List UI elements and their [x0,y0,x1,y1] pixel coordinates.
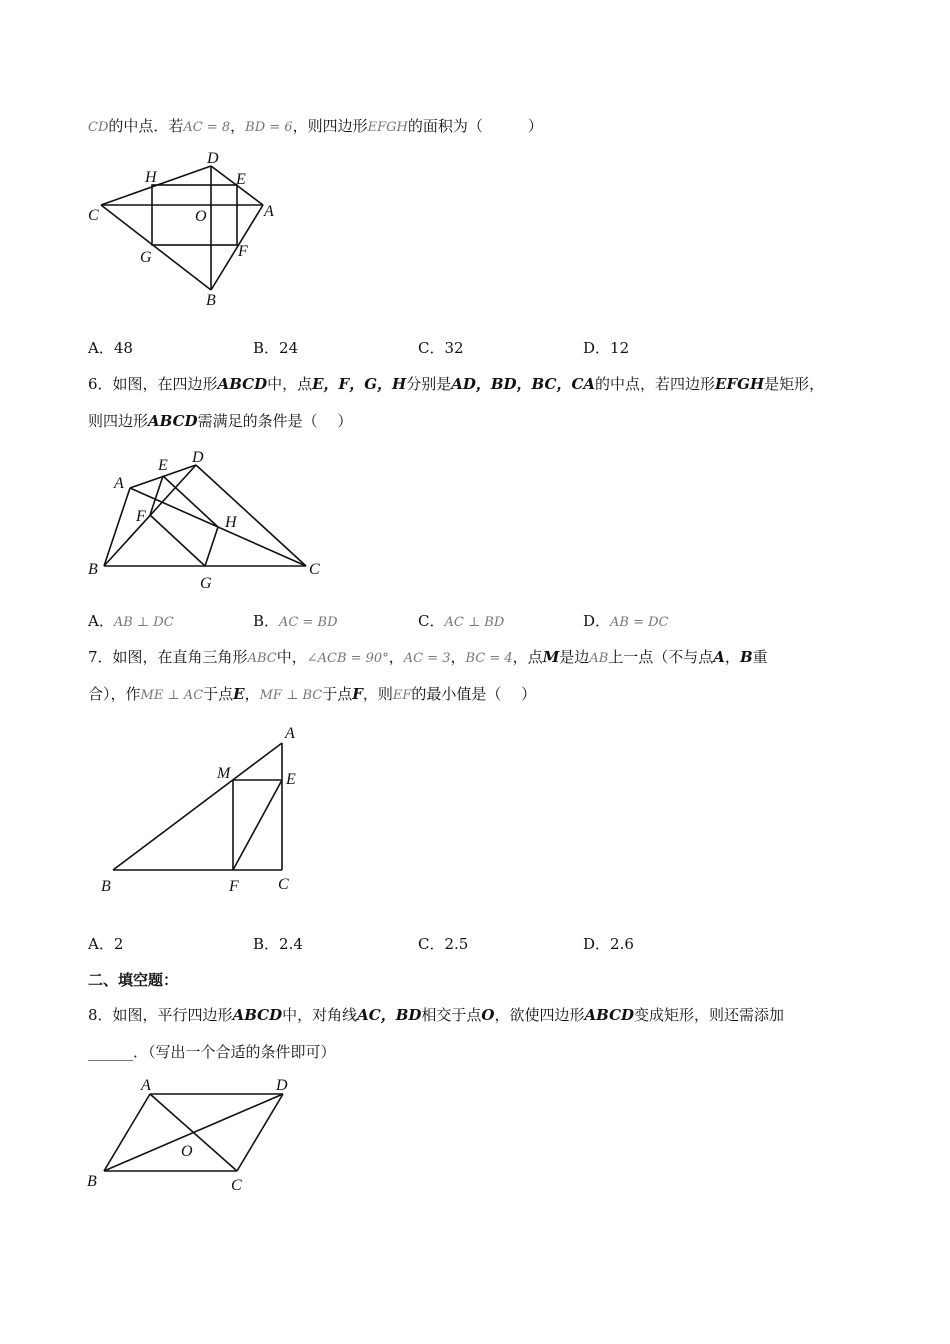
q5-option-c[interactable]: C．32 [418,339,464,357]
q8-label-a: A [141,1077,151,1094]
q6-edge-ba [104,488,130,566]
q6-label-h: H [225,514,237,531]
q5-label-h: H [145,169,157,186]
q6-option-d[interactable]: D．AB = DC [583,612,669,630]
q5-sep: ， [230,117,246,135]
q5-figure [80,145,290,315]
q7-label-a: A [285,725,295,742]
q8-edge-dc [237,1094,283,1171]
q8-label-c: C [231,1177,242,1194]
q7-option-b[interactable]: B．2.4 [253,935,303,953]
q7-figure [90,718,310,898]
q7-label-m: M [217,765,231,782]
q5-post: 的面积为（ ） [407,117,543,135]
q8-diag-bd [104,1094,283,1171]
q5-label-d: D [207,150,219,167]
q5-stem-pre: 的中点．若 [108,117,184,135]
q6-figure [80,445,330,595]
q5-label-o: O [195,208,207,225]
q7-stem-line1: 7．如图，在直角三角形ABC中，∠ACB = 90°，AC = 3，BC = 4，点M是边AB上一点（不与点A，B重 [88,648,768,666]
q7-label-b: B [101,878,111,895]
q6-label-e: E [158,457,168,474]
q5-ac-eq: AC = 8 [183,120,231,135]
q5-cd: CD [88,120,109,135]
q6-seg-he [163,476,218,527]
q6-stem-line2: 则四边形ABCD需满足的条件是（ ） [88,412,353,430]
q7-option-d[interactable]: D．2.6 [583,935,634,953]
q8-stem-line2: ______．（写出一个合适的条件即可） [88,1043,336,1061]
q8-edge-ba [104,1094,150,1171]
q5-label-g: G [140,249,152,266]
q8-stem-line1: 8．如图，平行四边形ABCD中，对角线AC，BD相交于点O，欲使四边形ABCD变成矩形，则还需添加 [88,1006,785,1024]
q7-label-e: E [286,771,296,788]
q5-bd-eq: BD = 6 [245,120,293,135]
q6-label-d: D [192,449,204,466]
q6-label-b: B [88,561,98,578]
q6-stem-line1: 6．如图，在四边形ABCD中，点E，F，G，H分别是AD，BD，BC，CA的中点，若四边形EFGH是矩形， [88,375,825,393]
q5-stem [88,115,543,139]
q5-label-c: C [88,207,99,224]
q7-option-a[interactable]: A．2 [88,935,124,953]
q7-option-c[interactable]: C．2.5 [418,935,469,953]
q5-label-b: B [206,292,216,309]
q5-option-b[interactable]: B．24 [253,339,299,357]
q6-option-a[interactable]: A．AB ⊥ DC [88,612,174,630]
q6-label-f: F [136,508,146,525]
q6-seg-fg [150,515,205,566]
q8-figure [80,1072,300,1197]
q6-label-g: G [200,575,212,592]
q5-mid: ，则四边形 [292,117,368,135]
q8-answer-blank[interactable]: ______ [88,1043,133,1061]
q5-option-a[interactable]: A．48 [88,339,133,357]
q7-label-f: F [229,878,239,895]
q6-edge-dc [196,465,306,566]
q8-label-b: B [87,1173,97,1190]
q5-label-e: E [236,171,246,188]
q5-label-f: F [238,243,248,260]
q7-stem-line2: 合），作ME ⊥ AC于点E，MF ⊥ BC于点F，则EF的最小值是（ ） [88,685,537,703]
q7-seg-ef [233,780,282,870]
q8-label-o: O [181,1143,193,1160]
q5-option-d[interactable]: D．12 [583,339,630,357]
q6-label-c: C [309,561,320,578]
q6-label-a: A [114,475,124,492]
q8-label-d: D [276,1077,288,1094]
q6-option-b[interactable]: B．AC = BD [253,612,338,630]
section-fill-in-title: 二、填空题： [88,971,179,989]
q6-option-c[interactable]: C．AC ⊥ BD [418,612,505,630]
q7-edge-ab [113,743,282,870]
q5-efgh: EFGH [367,120,408,135]
q7-label-c: C [278,876,289,893]
q5-label-a: A [264,203,274,220]
q6-seg-gh [205,527,218,566]
